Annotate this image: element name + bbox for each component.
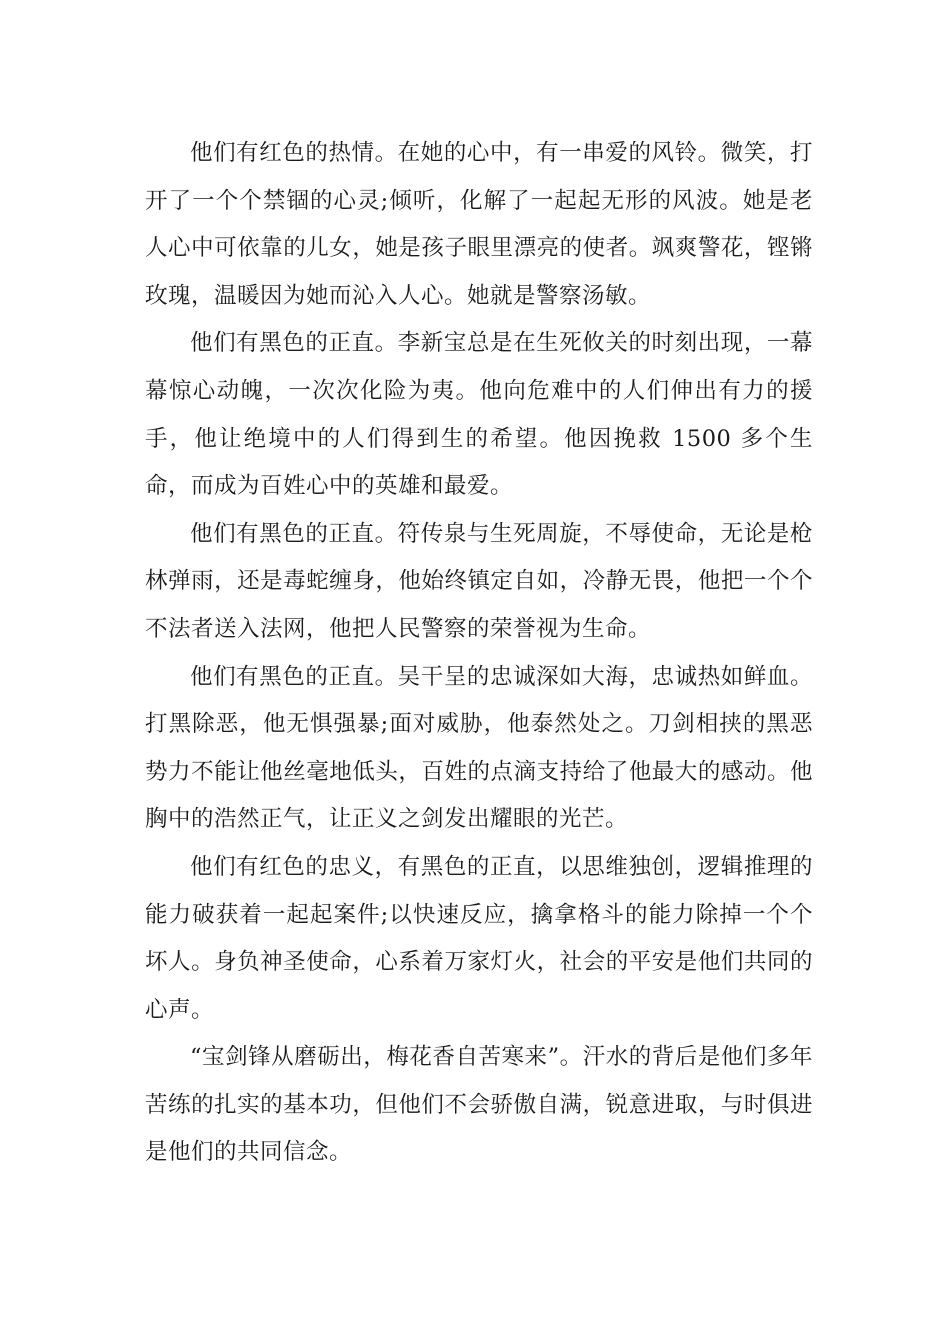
paragraph-4: 他们有黑色的正直。吴干呈的忠诚深如大海，忠诚热如鲜血。打黑除恶，他无惧强暴;面对威胁，他泰然处之。刀剑相挟的黑恶势力不能让他丝毫地低头，百姓的点滴支持给了他最大的感动。他胸中的浩然正气，让正义之剑发出耀眼的光芒。	[145, 663, 813, 833]
paragraph-5: 他们有红色的忠义，有黑色的正直，以思维独创，逻辑推理的能力破获着一起起案件;以快速反应，擒拿格斗的能力除掉一个个坏人。身负神圣使命，心系着万家灯火，社会的平安是他们共同的心声。	[145, 853, 813, 1023]
paragraph-2: 他们有黑色的正直。李新宝总是在生死攸关的时刻出现，一幕幕惊心动魄，一次次化险为夷。他向危难中的人们伸出有力的援手，他让绝境中的人们得到生的希望。他因挽救 1500 多个生命，而成为百姓心中的英雄和最爱。	[145, 330, 813, 500]
paragraph-6: “宝剑锋从磨砺出，梅花香自苦寒来”。汗水的背后是他们多年苦练的扎实的基本功，但他们不会骄傲自满，锐意进取，与时俱进是他们的共同信念。	[145, 1044, 813, 1166]
paragraph-1: 他们有红色的热情。在她的心中，有一串爱的风铃。微笑，打开了一个个禁锢的心灵;倾听，化解了一起起无形的风波。她是老人心中可依靠的儿女，她是孩子眼里漂亮的使者。飒爽警花，铿锵玫瑰，温暖因为她而沁入人心。她就是警察汤敏。	[145, 140, 813, 309]
paragraph-3: 他们有黑色的正直。符传泉与生死周旋，不辱使命，无论是枪林弹雨，还是毒蛇缠身，他始终镇定自如，冷静无畏，他把一个个不法者送入法网，他把人民警察的荣誉视为生命。	[145, 520, 813, 642]
document-body	[145, 130, 813, 1177]
